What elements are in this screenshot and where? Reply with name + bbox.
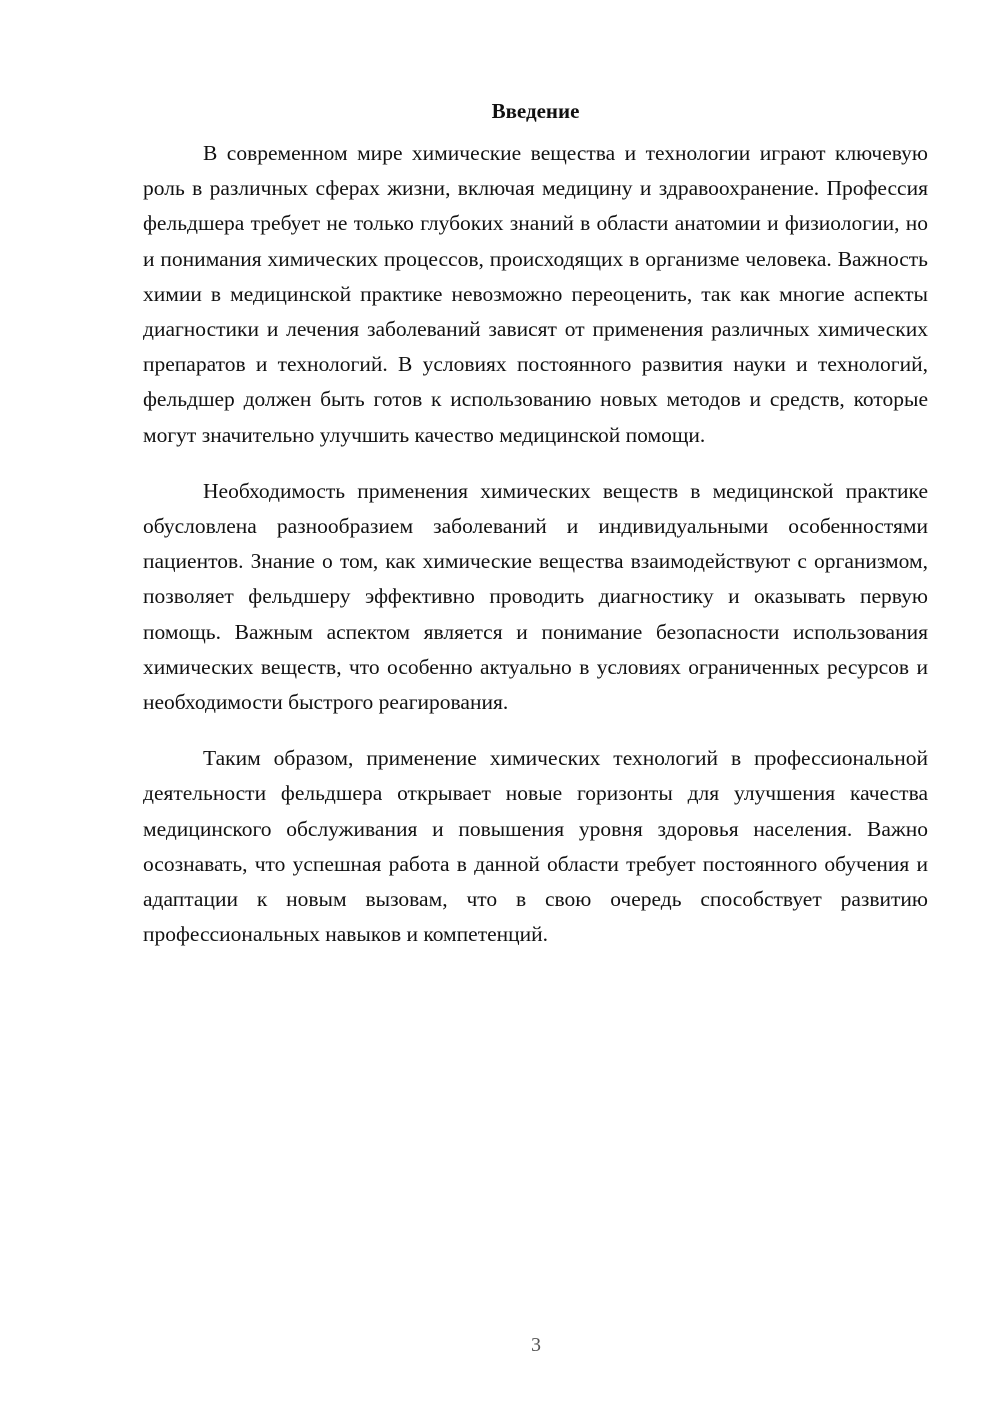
paragraph-3: Таким образом, применение химических технологий в профессиональной деятельности фельдшера открывает новые горизонты для улучшения качества медицинского обслуживания и повышения уровня здоровья населения. Важно осознавать, что успешная работа в данной области требует постоянного обучения и адаптации к новым вызовам, что в свою очередь способствует развитию профессиональных навыков и компетенций.: [143, 746, 928, 947]
page-number: 3: [531, 1334, 541, 1356]
section-title: Введение: [491, 99, 580, 123]
document-body: [143, 96, 928, 973]
paragraph-2: Необходимость применения химических веществ в медицинской практике обусловлена разнообразием заболеваний и индивидуальными особенностями пациентов. Знание о том, как химические вещества взаимодействуют с организмом, позволяет фельдшеру эффективно проводить диагностику и оказывать первую помощь. Важным аспектом является и понимание безопасности использования химических веществ, что особенно актуально в условиях ограниченных ресурсов и необходимости быстрого реагирования.: [143, 478, 928, 715]
paragraph-1: В современном мире химические вещества и технологии играют ключевую роль в различных сферах жизни, включая медицину и здравоохранение. Профессия фельдшера требует не только глубоких знаний в области анатомии и физиологии, но и понимания химических процессов, происходящих в организме человека. Важность химии в медицинской практике невозможно переоценить, так как многие аспекты диагностики и лечения заболеваний зависят от применения различных химических препаратов и технологий. В условиях постоянного развития науки и технологий, фельдшер должен быть готов к использованию новых методов и средств, которые могут значительно улучшить качество медицинской помощи.: [143, 141, 928, 447]
